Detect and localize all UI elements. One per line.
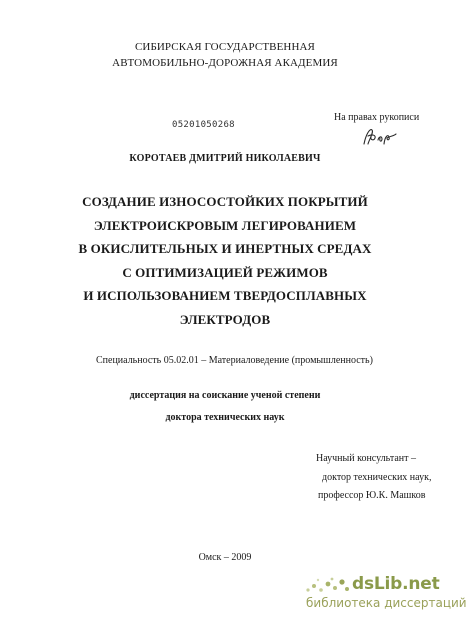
watermark[interactable] bbox=[298, 572, 467, 616]
consultant-line-2: доктор технических наук, bbox=[322, 471, 432, 483]
specialty-text: Специальность 05.02.01 – Материаловедение (промышленность) bbox=[96, 355, 373, 366]
author-name: КОРОТАЕВ ДМИТРИЙ НИКОЛАЕВИЧ bbox=[129, 153, 321, 164]
title-line: СОЗДАНИЕ ИЗНОСОСТОЙКИХ ПОКРЫТИЙ bbox=[82, 194, 368, 209]
document-number: 05201050268 bbox=[172, 120, 235, 130]
institution-header bbox=[0, 39, 450, 71]
rights-label: На правах рукописи bbox=[334, 112, 420, 123]
degree-line-1: диссертация на соискание ученой степени bbox=[129, 390, 321, 401]
place-year: Омск – 2009 bbox=[198, 552, 252, 563]
watermark-dots-icon bbox=[304, 576, 350, 596]
signature-icon bbox=[360, 124, 400, 150]
degree-line-2: доктора технических наук bbox=[165, 412, 285, 423]
title-line: ЭЛЕКТРОДОВ bbox=[179, 311, 271, 327]
institution-line-1: СИБИРСКАЯ ГОСУДАРСТВЕННАЯ bbox=[134, 41, 315, 53]
title-line: В ОКИСЛИТЕЛЬНЫХ И ИНЕРТНЫХ СРЕДАХ bbox=[78, 241, 372, 257]
degree-block bbox=[0, 385, 450, 429]
consultant-line-3: профессор Ю.К. Машков bbox=[318, 490, 426, 501]
institution-line-2: АВТОМОБИЛЬНО-ДОРОЖНАЯ АКАДЕМИЯ bbox=[112, 57, 338, 69]
dissertation-title bbox=[0, 190, 450, 332]
consultant-line-1: Научный консультант – bbox=[316, 453, 416, 464]
consultant-block bbox=[316, 450, 431, 506]
title-line: С ОПТИМИЗАЦИЕЙ РЕЖИМОВ bbox=[122, 264, 328, 280]
title-line: И ИСПОЛЬЗОВАНИЕМ ТВЕРДОСПЛАВНЫХ bbox=[83, 288, 367, 304]
title-line: ЭЛЕКТРОИСКРОВЫМ ЛЕГИРОВАНИЕМ bbox=[93, 217, 357, 233]
watermark-subtitle: библиотека диссертаций bbox=[306, 596, 467, 610]
watermark-logo: dsLib.net bbox=[352, 574, 440, 594]
